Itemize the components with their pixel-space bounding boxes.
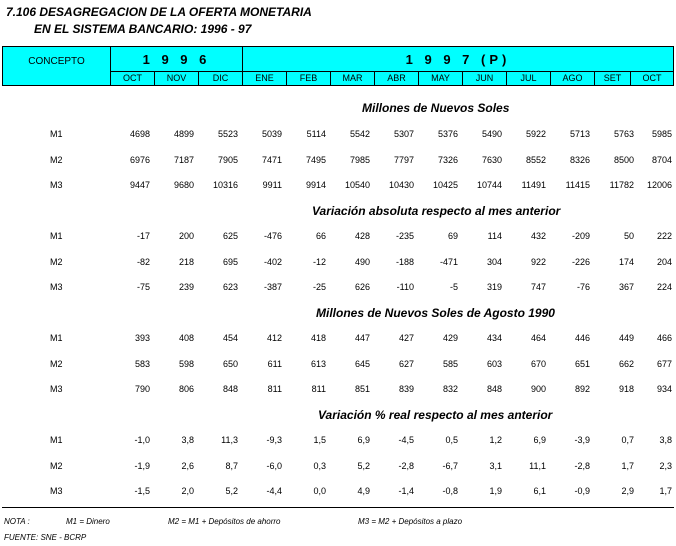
source-note: FUENTE: SNE - BCRP	[4, 533, 87, 542]
table-cell: 11782	[609, 180, 634, 190]
table-cell: -387	[263, 282, 282, 292]
table-cell: 4899	[173, 129, 194, 139]
row-label: M2	[50, 155, 63, 165]
table-cell: 695	[222, 257, 238, 267]
table-cell: 5713	[569, 129, 590, 139]
table-cell: 11415	[565, 180, 590, 190]
table-cell: 7797	[393, 155, 414, 165]
table-cell: 0,0	[313, 486, 326, 496]
table-cell: 6,9	[357, 435, 370, 445]
table-cell: -188	[395, 257, 414, 267]
table-header	[2, 46, 674, 86]
table-cell: 2,3	[659, 461, 672, 471]
table-cell: 12006	[646, 180, 672, 190]
table-cell: 747	[530, 282, 546, 292]
table-cell: 449	[618, 333, 634, 343]
table-cell: -82	[136, 257, 150, 267]
table-cell: 3,8	[181, 435, 194, 445]
table-title-line1: 7.106 DESAGREGACION DE LA OFERTA MONETARIA	[6, 5, 312, 19]
table-cell: 811	[267, 384, 282, 394]
table-cell: 466	[656, 333, 672, 343]
table-cell: 6,1	[533, 486, 546, 496]
table-cell: 10425	[432, 180, 458, 190]
table-cell: -4,4	[266, 486, 282, 496]
table-cell: 626	[354, 282, 370, 292]
note-m2: M2 = M1 + Depósitos de ahorro	[168, 517, 281, 526]
table-cell: 319	[486, 282, 502, 292]
table-cell: 408	[178, 333, 194, 343]
table-cell: -75	[136, 282, 150, 292]
table-cell: 2,6	[181, 461, 194, 471]
table-cell: 1,2	[489, 435, 502, 445]
table-cell: 50	[623, 231, 634, 241]
table-cell: 1,9	[489, 486, 502, 496]
table-cell: 10316	[212, 180, 238, 190]
table-cell: 4698	[129, 129, 150, 139]
table-cell: -6,0	[266, 461, 282, 471]
table-cell: -0,8	[442, 486, 458, 496]
table-cell: 393	[134, 333, 150, 343]
table-cell: 5763	[613, 129, 634, 139]
table-cell: -110	[396, 282, 414, 292]
table-cell: 651	[574, 359, 590, 369]
table-cell: 598	[178, 359, 194, 369]
table-cell: 454	[222, 333, 238, 343]
table-cell: 8326	[569, 155, 590, 165]
table-cell: 5523	[217, 129, 238, 139]
table-cell: 851	[354, 384, 370, 394]
table-cell: -17	[136, 231, 150, 241]
table-cell: 418	[310, 333, 326, 343]
table-cell: 446	[574, 333, 590, 343]
month-header-7: MAY	[419, 72, 463, 85]
month-header-3: ENE	[243, 72, 287, 85]
table-cell: 8,7	[225, 461, 238, 471]
month-header-5: MAR	[331, 72, 375, 85]
table-cell: 0,7	[621, 435, 634, 445]
table-cell: 8704	[651, 155, 672, 165]
section-title: Variación absoluta respecto al mes anterior	[312, 204, 561, 218]
row-label: M2	[50, 461, 63, 471]
table-cell: 3,8	[659, 435, 672, 445]
month-header-12: OCT	[642, 73, 662, 83]
table-cell: 832	[442, 384, 458, 394]
month-header-1: NOV	[155, 72, 199, 85]
table-cell: 11,3	[221, 435, 238, 445]
row-label: M1	[50, 435, 63, 445]
table-cell: 428	[354, 231, 370, 241]
table-cell: 200	[178, 231, 194, 241]
table-cell: 848	[222, 384, 238, 394]
table-cell: 806	[178, 384, 194, 394]
row-label: M1	[50, 333, 63, 343]
table-cell: 645	[354, 359, 370, 369]
row-label: M3	[50, 384, 63, 394]
table-cell: 892	[574, 384, 590, 394]
month-header-10: AGO	[551, 72, 595, 85]
table-cell: 174	[618, 257, 634, 267]
table-cell: -25	[312, 282, 326, 292]
table-cell: 2,9	[621, 486, 634, 496]
row-label: M3	[50, 486, 63, 496]
table-cell: 427	[398, 333, 414, 343]
table-cell: 11491	[521, 180, 546, 190]
table-cell: 7326	[437, 155, 458, 165]
table-cell: 7985	[349, 155, 370, 165]
month-header-2: DIC	[199, 72, 243, 85]
table-cell: 627	[398, 359, 414, 369]
note-m1: M1 = Dinero	[66, 517, 110, 526]
table-cell: 5307	[393, 129, 414, 139]
month-header-9: JUL	[507, 72, 551, 85]
table-cell: 1,7	[659, 486, 672, 496]
table-cell: 5,2	[225, 486, 238, 496]
table-cell: 623	[222, 282, 238, 292]
table-cell: -9,3	[266, 435, 282, 445]
table-cell: 583	[134, 359, 150, 369]
table-cell: 9447	[129, 180, 150, 190]
table-cell: 5039	[261, 129, 282, 139]
row-label: M3	[50, 180, 63, 190]
table-cell: 6976	[129, 155, 150, 165]
table-cell: 9911	[262, 180, 282, 190]
table-cell: 4,9	[357, 486, 370, 496]
table-cell: -1,0	[134, 435, 150, 445]
table-cell: 5114	[306, 129, 326, 139]
table-cell: 0,3	[313, 461, 326, 471]
table-cell: 447	[354, 333, 370, 343]
table-cell: 613	[310, 359, 326, 369]
table-cell: 603	[486, 359, 502, 369]
table-cell: 6,9	[533, 435, 546, 445]
table-cell: 5922	[525, 129, 546, 139]
table-title-line2: EN EL SISTEMA BANCARIO: 1996 - 97	[34, 22, 252, 36]
table-cell: -5	[449, 282, 458, 292]
table-cell: -3,9	[574, 435, 590, 445]
table-cell: 429	[442, 333, 458, 343]
section-title: Millones de Nuevos Soles	[362, 101, 510, 115]
table-cell: 677	[656, 359, 672, 369]
table-cell: 464	[530, 333, 546, 343]
table-cell: 625	[222, 231, 238, 241]
table-cell: -1,9	[134, 461, 150, 471]
table-cell: -6,7	[442, 461, 458, 471]
table-cell: -1,4	[398, 486, 414, 496]
table-cell: -209	[571, 231, 590, 241]
table-cell: 650	[222, 359, 238, 369]
table-cell: -476	[263, 231, 282, 241]
row-label: M2	[50, 359, 63, 369]
table-cell: 7495	[305, 155, 326, 165]
table-cell: 7630	[481, 155, 502, 165]
table-cell: 11,1	[529, 461, 546, 471]
table-cell: 848	[486, 384, 502, 394]
table-cell: 5490	[481, 129, 502, 139]
table-cell: 9914	[305, 180, 326, 190]
table-cell: 790	[134, 384, 150, 394]
table-cell: 918	[618, 384, 634, 394]
table-cell: -76	[576, 282, 590, 292]
table-bottom-rule	[2, 507, 674, 508]
table-cell: 222	[656, 231, 672, 241]
table-cell: 8500	[613, 155, 634, 165]
table-cell: -1,5	[134, 486, 150, 496]
table-cell: 10744	[476, 180, 502, 190]
month-header-11: SET	[595, 72, 631, 85]
table-cell: 304	[486, 257, 502, 267]
table-cell: -402	[263, 257, 282, 267]
year-1997-header: 1 9 9 7 (P)	[405, 52, 511, 67]
table-cell: -2,8	[574, 461, 590, 471]
table-cell: 1,7	[621, 461, 634, 471]
table-cell: 224	[656, 282, 672, 292]
table-cell: -235	[395, 231, 414, 241]
table-cell: 5985	[651, 129, 672, 139]
table-cell: 218	[178, 257, 194, 267]
concept-header: CONCEPTO	[3, 47, 111, 85]
table-cell: 239	[178, 282, 194, 292]
table-cell: -4,5	[398, 435, 414, 445]
table-cell: 5376	[437, 129, 458, 139]
table-cell: 3,1	[489, 461, 502, 471]
table-cell: 9680	[173, 180, 194, 190]
table-cell: 839	[398, 384, 414, 394]
note-m3: M3 = M2 + Depósitos a plazo	[358, 517, 463, 526]
table-cell: 662	[618, 359, 634, 369]
table-cell: 114	[487, 231, 502, 241]
table-cell: 670	[530, 359, 546, 369]
row-label: M1	[50, 231, 63, 241]
table-cell: 900	[530, 384, 546, 394]
table-cell: 490	[354, 257, 370, 267]
table-cell: 434	[486, 333, 502, 343]
table-cell: -12	[312, 257, 326, 267]
table-cell: -2,8	[398, 461, 414, 471]
month-header-6: ABR	[375, 72, 419, 85]
table-cell: 7905	[217, 155, 238, 165]
year-1996-header: 1 9 9 6	[111, 47, 243, 71]
table-cell: 412	[266, 333, 282, 343]
table-cell: 5542	[349, 129, 370, 139]
month-header-8: JUN	[463, 72, 507, 85]
table-cell: 10430	[388, 180, 414, 190]
note-label: NOTA :	[4, 517, 30, 526]
table-cell: 8552	[525, 155, 546, 165]
row-label: M3	[50, 282, 63, 292]
table-cell: 1,5	[313, 435, 326, 445]
row-label: M1	[50, 129, 63, 139]
table-cell: 7471	[261, 155, 282, 165]
section-title: Variación % real respecto al mes anterior	[318, 408, 553, 422]
table-cell: 0,5	[445, 435, 458, 445]
table-cell: 5,2	[357, 461, 370, 471]
table-cell: 204	[656, 257, 672, 267]
table-cell: 367	[618, 282, 634, 292]
table-cell: 811	[311, 384, 326, 394]
month-header-4: FEB	[287, 72, 331, 85]
table-cell: 611	[267, 359, 282, 369]
table-cell: -0,9	[574, 486, 590, 496]
table-cell: 432	[530, 231, 546, 241]
month-header-0: OCT	[111, 72, 155, 85]
table-cell: 585	[442, 359, 458, 369]
table-cell: 934	[656, 384, 672, 394]
row-label: M2	[50, 257, 63, 267]
table-cell: -226	[571, 257, 590, 267]
table-cell: 2,0	[181, 486, 194, 496]
table-cell: 922	[530, 257, 546, 267]
table-cell: 66	[315, 231, 326, 241]
section-title: Millones de Nuevos Soles de Agosto 1990	[316, 306, 555, 320]
table-cell: -471	[439, 257, 458, 267]
table-cell: 10540	[344, 180, 370, 190]
table-cell: 69	[447, 231, 458, 241]
table-cell: 7187	[173, 155, 194, 165]
